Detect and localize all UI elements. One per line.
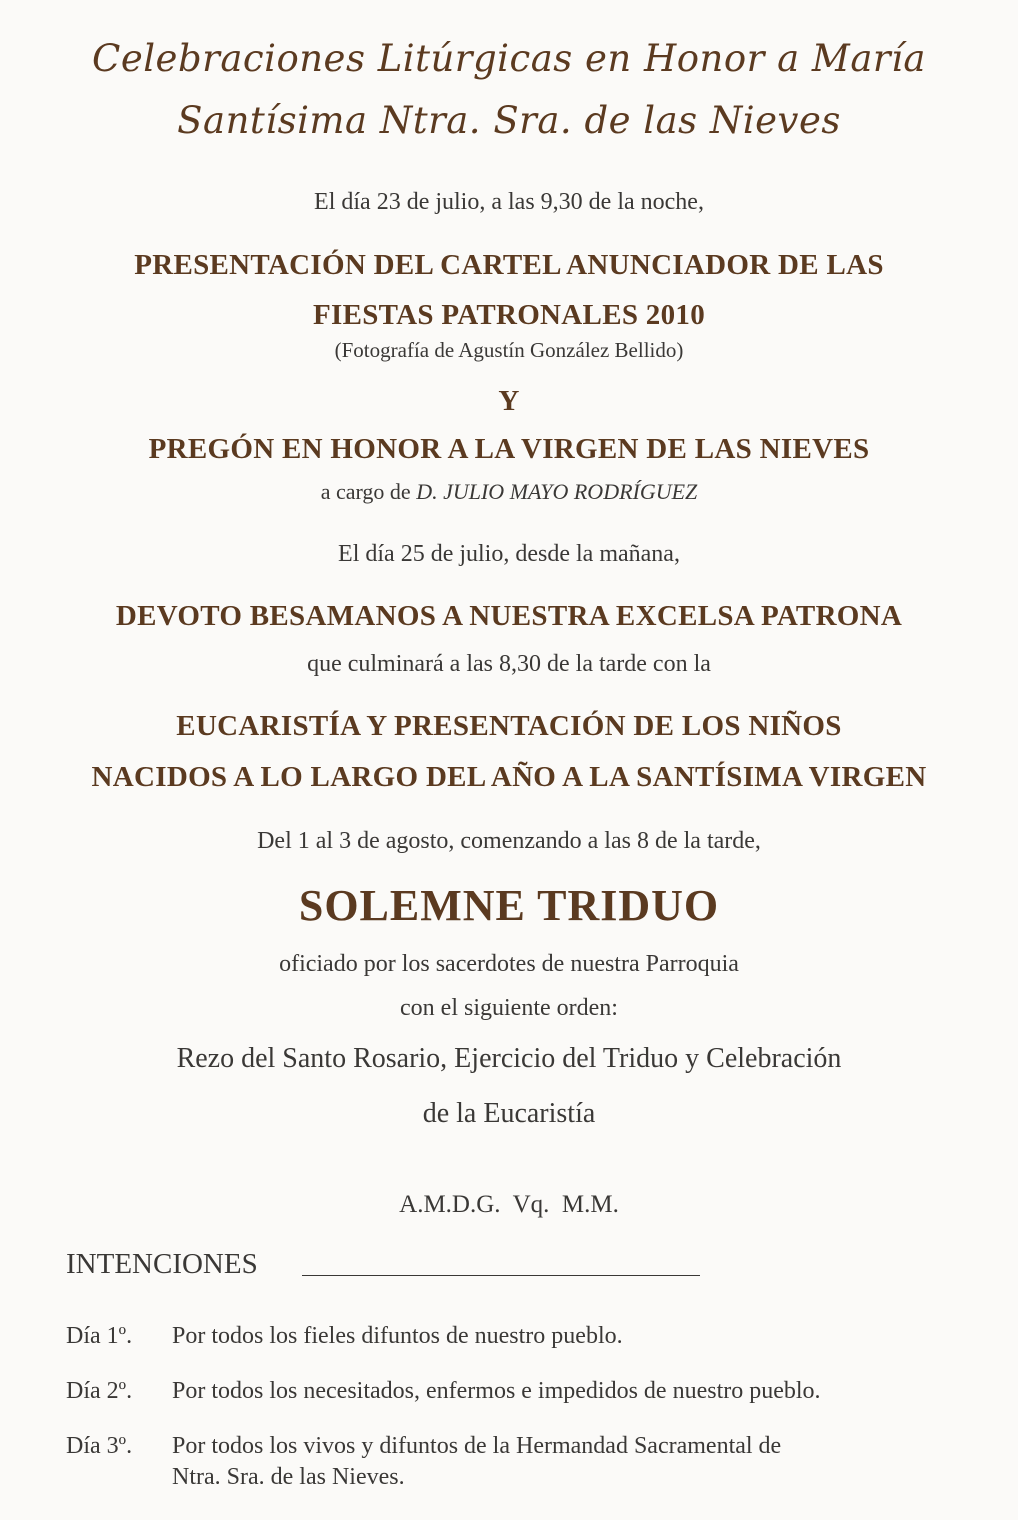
- intention-day: Día 1º.: [66, 1323, 133, 1349]
- intention-day: Día 2º.: [66, 1378, 133, 1404]
- speaker-line: [0, 481, 1018, 503]
- speaker-prefix: a cargo de: [320, 479, 417, 504]
- intenciones-blank-line: [302, 1275, 700, 1276]
- intention-day: Día 3º.: [66, 1433, 133, 1459]
- event2-heading: DEVOTO BESAMANOS A NUESTRA EXCELSA PATRONA: [115, 600, 903, 632]
- intention-text: [172, 1431, 781, 1493]
- document-title-line-2: Santísima Ntra. Sra. de las Nieves: [177, 99, 841, 142]
- event3-officiated: oficiado por los sacerdotes de nuestra Parroquia: [279, 951, 739, 977]
- intention-text: Por todos los fieles difuntos de nuestro pueblo.: [172, 1323, 623, 1349]
- intention-text-line-1: Por todos los vivos y difuntos de la Hermandad Sacramental de: [172, 1433, 782, 1459]
- intention-item-1: [66, 1321, 623, 1352]
- event1-heading-line-3: PREGÓN EN HONOR A LA VIRGEN DE LAS NIEVES: [148, 433, 870, 465]
- event2-date: El día 25 de julio, desde la mañana,: [338, 541, 680, 567]
- event2-heading-2-line-1: EUCARISTÍA Y PRESENTACIÓN DE LOS NIÑOS: [176, 710, 842, 742]
- photo-credit: (Fotografía de Agustín González Bellido): [334, 338, 684, 362]
- event1-heading-line-1: PRESENTACIÓN DEL CARTEL ANUNCIADOR DE LAS: [134, 249, 884, 281]
- event1-date: El día 23 de julio, a las 9,30 de la noche,: [314, 189, 704, 215]
- intention-item-3: [66, 1431, 781, 1493]
- intention-text-line-2: Ntra. Sra. de las Nieves.: [172, 1464, 405, 1491]
- event1-heading-line-2: FIESTAS PATRONALES 2010: [312, 299, 706, 331]
- event3-detail-line-2: de la Eucaristía: [422, 1098, 596, 1129]
- motto: A.M.D.G. Vq. M.M.: [399, 1191, 619, 1218]
- event3-detail-line-1: Rezo del Santo Rosario, Ejercicio del Triduo y Celebración: [176, 1043, 842, 1074]
- intention-item-2: [66, 1376, 821, 1407]
- document-title-line-1: Celebraciones Litúrgicas en Honor a María: [92, 37, 926, 80]
- speaker-name: D. JULIO MAYO RODRÍGUEZ: [416, 479, 698, 504]
- event3-heading: SOLEMNE TRIDUO: [298, 881, 720, 930]
- intenciones-label: INTENCIONES: [66, 1248, 258, 1280]
- event2-continuation: que culminará a las 8,30 de la tarde con la: [307, 651, 711, 677]
- event3-date: Del 1 al 3 de agosto, comenzando a las 8 de la tarde,: [257, 828, 761, 854]
- event3-order: con el siguiente orden:: [400, 995, 618, 1021]
- event2-heading-2-line-2: NACIDOS A LO LARGO DEL AÑO A LA SANTÍSIMA VIRGEN: [91, 761, 927, 793]
- conjunction-y: Y: [498, 385, 520, 417]
- intention-text: Por todos los necesitados, enfermos e impedidos de nuestro pueblo.: [172, 1378, 821, 1404]
